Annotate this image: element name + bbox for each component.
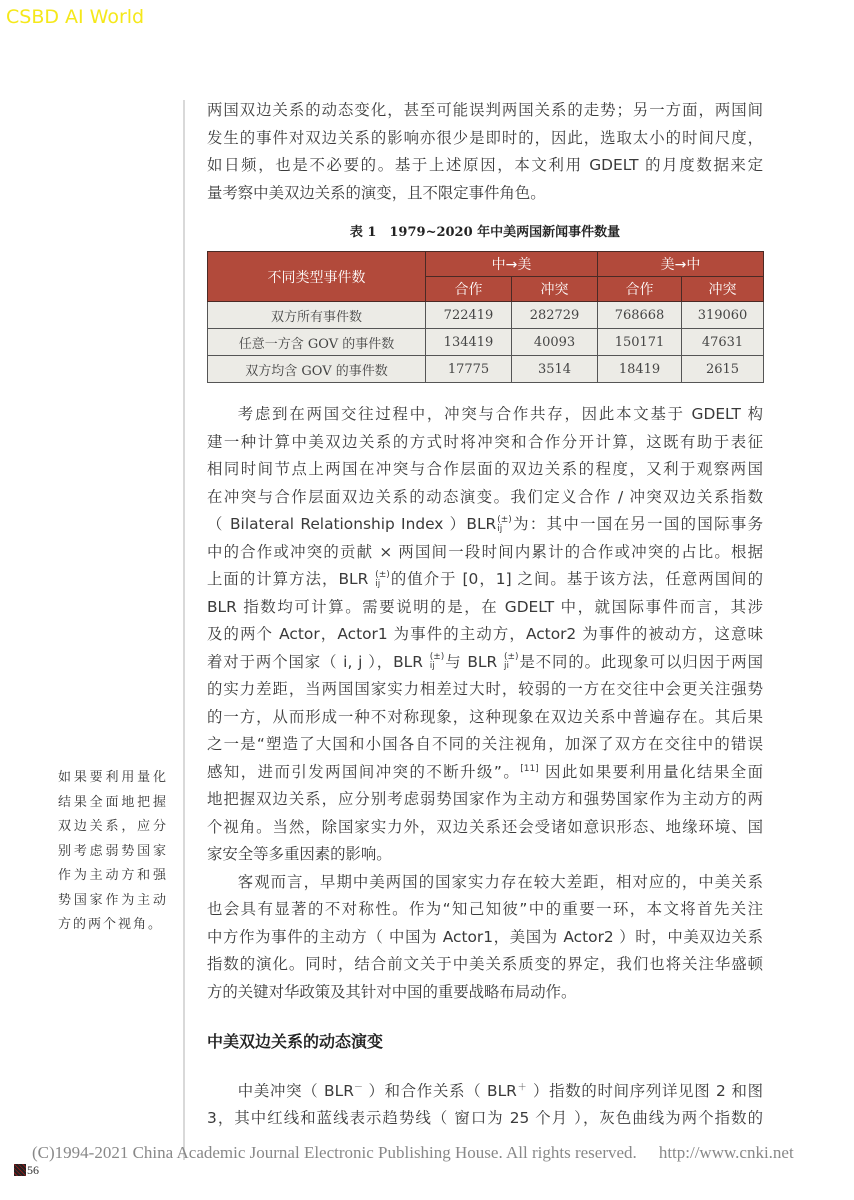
row-header-cell: 不同类型事件数 (208, 252, 426, 302)
text-line: 客观而言，早期中美两国的国家实力存在较大差距，相对应的，中美关系 (237, 872, 763, 891)
text-span: 是不同的。此现象可以归因于两国 (518, 652, 763, 671)
superscript: (±) (497, 514, 512, 525)
table-cell: 17775 (426, 356, 512, 383)
text-line: 之一是“塑造了大国和小国各自不同的关注视角，加深了双方在交往中的错误 (207, 735, 763, 753)
blr-script (497, 516, 512, 534)
text-line: 方的关键对华政策及其针对中国的重要战略布局动作。 (207, 982, 577, 1001)
events-table (207, 251, 764, 383)
blr-script (375, 571, 390, 589)
table-cell: 282729 (512, 302, 598, 329)
text-line (207, 511, 763, 539)
superscript: ＋ (516, 1082, 528, 1093)
subscript: ij (497, 523, 503, 534)
text-line: 建一种计算中美双边关系的方式时将冲突和合作分开计算，这既有助于表征 (207, 432, 763, 451)
text-line (207, 566, 763, 594)
footer-area (0, 1143, 854, 1191)
page-number: 56 (27, 1162, 39, 1177)
text-line: 考虑到在两国交往过程中，冲突与合作共存，因此本文基于 GDELT 构 (237, 405, 763, 423)
row-label: 任意一方含 GOV 的事件数 (208, 329, 426, 356)
sidebar-pull-quote: 如果要利用量化结果全面地把握双边关系，应分别考虑弱势国家作为主动方和强势国家作为主动方的两个视角。 (58, 770, 168, 932)
text-line: 家安全等多重因素的影响。 (207, 845, 392, 863)
text-span: 的值介于 [0，1] 之间。基于该方法，任意两国间的 (389, 570, 763, 588)
text-line: 中方作为事件的主动方（ 中国为 Actor1，美国为 Actor2 ）时，中美双边关系 (207, 927, 763, 946)
text-span: 与 BLR (444, 652, 503, 671)
superscript: (±) (375, 569, 390, 580)
text-span: 感知，进而引发两国间冲突的不断升级”。 (207, 762, 521, 781)
page-number-block (14, 1163, 39, 1177)
paragraph-1 (207, 97, 763, 207)
group-header-cn-us: 中→美 (426, 252, 598, 277)
paragraph-3 (207, 869, 763, 1007)
spacer (207, 1056, 763, 1078)
table-cell: 319060 (682, 302, 764, 329)
citation-ref[interactable]: [11] (520, 763, 539, 774)
row-label: 双方均含 GOV 的事件数 (208, 356, 426, 383)
text-line: 两国双边关系的动态变化，甚至可能误判两国关系的走势；另一方面，两国间 (207, 101, 763, 119)
table-cell: 768668 (598, 302, 682, 329)
text-span: 因此如果要利用量化结果全面 (538, 762, 763, 781)
table-cell: 2615 (682, 356, 764, 383)
table-cell: 150171 (598, 329, 682, 356)
subscript: ij (375, 578, 381, 589)
text-line: BLR 指数均可计算。需要说明的是，在 GDELT 中，就国际事件而言，其涉 (207, 597, 763, 616)
blr-script (504, 653, 519, 671)
text-span: 着对于两个国家（ i, j ），BLR (207, 652, 429, 671)
text-line: 地把握双边关系，应分别考虑弱势国家作为主动方和强势国家作为主动方的两 (207, 790, 763, 808)
subheader-cell: 冲突 (682, 277, 764, 302)
text-line (207, 1078, 763, 1106)
superscript: － (353, 1082, 363, 1093)
subscript: ji (503, 661, 509, 671)
paragraph-4 (207, 1078, 763, 1133)
text-line: 及的两个 Actor，Actor1 为事件的主动方，Actor2 为事件的被动方，这意味 (207, 625, 763, 643)
text-line: 量考察中美双边关系的演变，且不限定事件角色。 (207, 183, 546, 202)
spacer (207, 383, 763, 401)
text-line: 的实力差距，当两国国家实力相差过大时，较弱的一方在交往中会更关注强势 (207, 680, 763, 698)
table-row (208, 356, 764, 383)
subheader-cell: 冲突 (512, 277, 598, 302)
cnki-link[interactable]: http://www.cnki.net (658, 1142, 794, 1162)
blr-script (430, 653, 445, 671)
subheader-cell: 合作 (426, 277, 512, 302)
watermark: CSBD AI World (6, 6, 145, 28)
text-line: 发生的事件对双边关系的影响亦很少是即时的，因此，选取太小的时间尺度， (207, 128, 763, 147)
text-span: （ Bilateral Relationship Index ）BLR (207, 515, 497, 533)
text-line (207, 759, 763, 787)
text-line: 中的合作或冲突的贡献 × 两国间一段时间内累计的合作或冲突的占比。根据 (207, 542, 763, 561)
text-line: 在冲突与合作层面双边关系的动态演变。我们定义合作 / 冲突双边关系指数 (207, 487, 763, 506)
superscript: (±) (503, 652, 519, 662)
text-line (207, 649, 763, 677)
subheader-cell: 合作 (598, 277, 682, 302)
text-line: 如日频，也是不必要的。基于上述原因，本文利用 GDELT 的月度数据来定 (207, 156, 763, 174)
table-cell: 134419 (426, 329, 512, 356)
table-header-row (208, 252, 764, 277)
margin-rule (183, 100, 185, 1160)
paragraph-2 (207, 401, 763, 869)
table-cell: 40093 (512, 329, 598, 356)
subscript: ij (429, 661, 435, 671)
table-cell: 3514 (512, 356, 598, 383)
text-span: 为：其中一国在另一国的国际事务 (511, 515, 763, 533)
text-line: 也会具有显著的不对称性。作为“知己知彼”中的重要一环，本文将首先关注 (207, 900, 763, 918)
text-line: 的一方，从而形成一种不对称现象，这种现象在双边关系中普遍存在。其后果 (207, 707, 763, 726)
table-caption: 表 1 1979~2020 年中美两国新闻事件数量 (349, 225, 621, 240)
section-heading: 中美双边关系的动态演变 (207, 1032, 384, 1051)
table-row (208, 329, 764, 356)
text-span: ）和合作关系（ BLR (362, 1081, 517, 1100)
text-line: 相同时间节点上两国在冲突与合作层面的双边关系的程度，又利于观察两国 (207, 460, 763, 478)
text-line: 指数的演化。同时，结合前文关于中美关系质变的界定，我们也将关注华盛顿 (207, 955, 763, 973)
text-span: 中美冲突（ BLR (237, 1081, 354, 1100)
copyright-text: (C)1994-2021 China Academic Journal Electronic Publishing House. All rights reserved. (32, 1142, 637, 1162)
table-cell: 18419 (598, 356, 682, 383)
table-cell: 47631 (682, 329, 764, 356)
journal-logo-icon (14, 1164, 26, 1176)
text-span: ）指数的时间序列详见图 2 和图 (527, 1081, 763, 1100)
copyright-footer (32, 1143, 794, 1163)
group-header-us-cn: 美→中 (598, 252, 764, 277)
superscript: (±) (429, 652, 445, 662)
row-label: 双方所有事件数 (208, 302, 426, 329)
section-heading-wrap (207, 1028, 763, 1056)
table-row (208, 302, 764, 329)
text-line: 3，其中红线和蓝线表示趋势线（ 窗口为 25 个月 ），灰色曲线为两个指数的 (207, 1109, 763, 1127)
main-column (207, 0, 763, 1133)
text-span: 上面的计算方法，BLR (207, 570, 375, 588)
table-cell: 722419 (426, 302, 512, 329)
text-line: 个视角。当然，除国家实力外，双边关系还会受诸如意识形态、地缘环境、国 (207, 817, 763, 836)
